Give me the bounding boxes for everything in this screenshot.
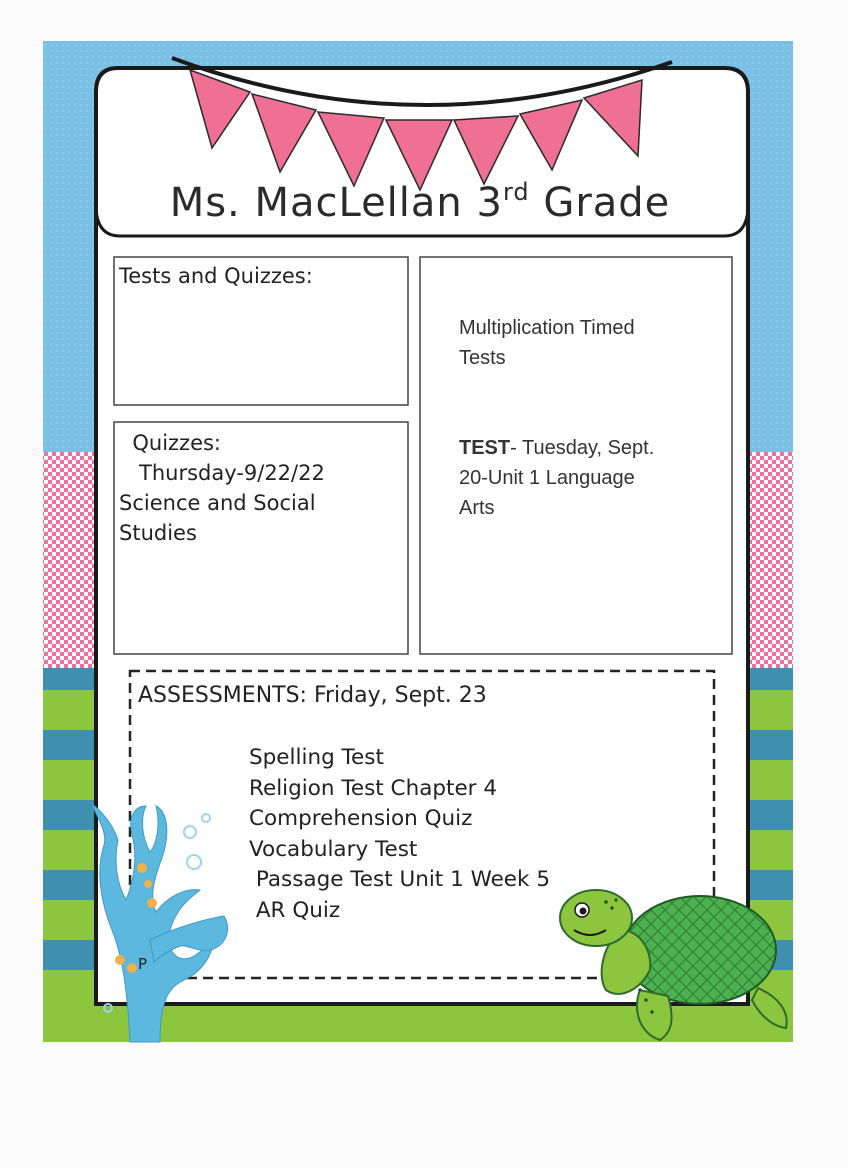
title-end: Grade: [529, 180, 671, 226]
test-label: TEST: [459, 437, 511, 459]
list-item: Spelling Test: [249, 745, 384, 770]
tests-and-quizzes-heading: Tests and Quizzes:: [119, 264, 313, 288]
quizzes-line: Thursday-9/22/22: [119, 461, 325, 485]
list-item: Vocabulary Test: [249, 836, 418, 862]
test-line-3: Arts: [459, 497, 495, 519]
list-item: Religion Test Chapter 4: [249, 775, 498, 801]
quizzes-line: Studies: [119, 521, 197, 545]
test-date: - Tuesday, Sept.: [510, 437, 655, 459]
multiplication-line: Multiplication Timed: [459, 317, 635, 339]
quizzes-line: Science and Social: [119, 491, 316, 515]
test-line-2: 20-Unit 1 Language: [459, 467, 635, 489]
title-main: Ms. MacLellan 3: [169, 180, 503, 226]
multiplication-line: Tests: [459, 347, 506, 369]
list-item: AR Quiz: [249, 897, 341, 923]
page-title: [96, 178, 744, 226]
title-superscript: rd: [502, 178, 530, 206]
test-schedule-text: [459, 433, 709, 523]
assessments-list: [249, 743, 550, 926]
quizzes-line: Quizzes:: [119, 431, 222, 455]
multiplication-tests-text: [459, 313, 709, 373]
test-line-1: [459, 433, 709, 463]
list-item: Comprehension Quiz: [249, 806, 473, 831]
assessments-heading: ASSESSMENTS: Friday, Sept. 23: [138, 683, 487, 708]
quizzes-text: [119, 428, 325, 548]
list-item: Passage Test Unit 1 Week 5: [249, 867, 550, 892]
coral-letter: P: [138, 955, 148, 973]
